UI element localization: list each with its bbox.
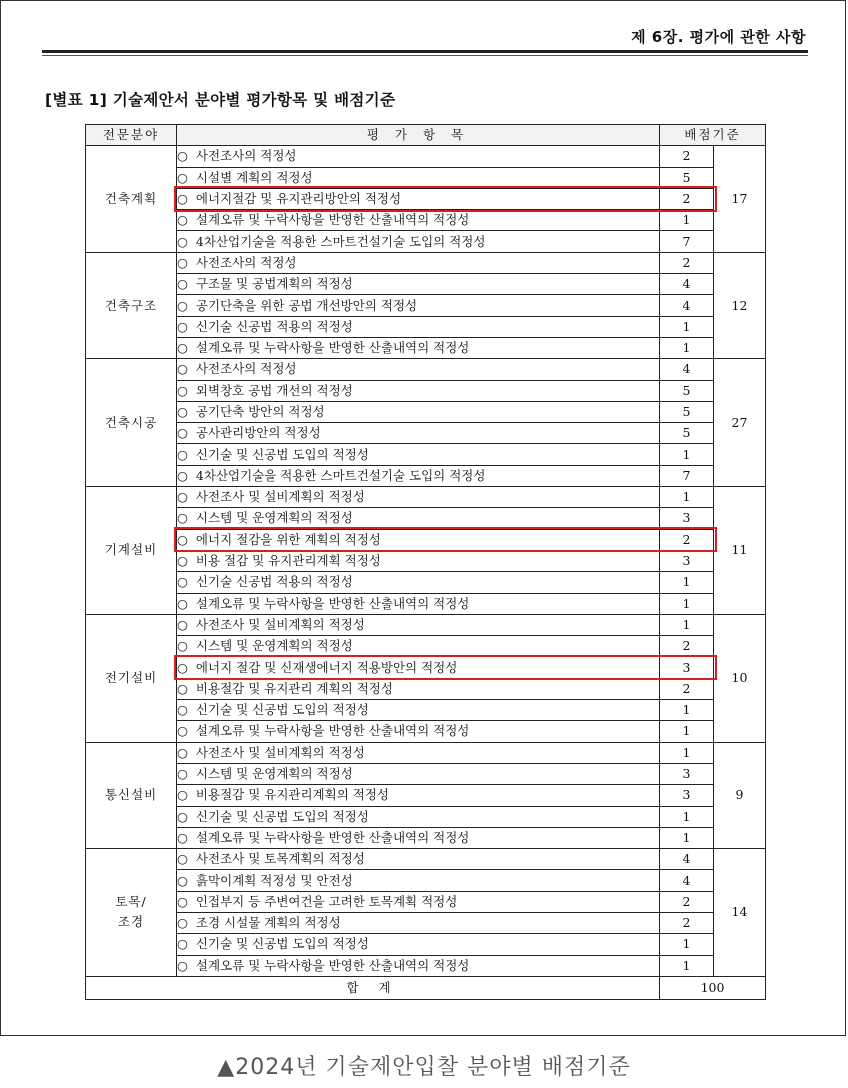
item-cell [177, 337, 660, 358]
item-cell [177, 295, 660, 316]
table-row [86, 742, 766, 763]
bullet-icon: ○ [177, 723, 188, 739]
bullet-icon: ○ [177, 297, 188, 313]
field-total: 11 [714, 487, 766, 615]
item-cell [177, 934, 660, 955]
bullet-icon: ○ [177, 510, 188, 526]
field-total: 12 [714, 252, 766, 358]
bullet-icon: ○ [177, 659, 188, 675]
item-cell [177, 274, 660, 295]
table-row [86, 806, 766, 827]
bullet-icon: ○ [177, 467, 188, 483]
table-row [86, 167, 766, 188]
evaluation-table [85, 124, 766, 1000]
item-score: 1 [660, 593, 714, 614]
item-text: 신기술 신공법 적용의 적정성 [195, 574, 353, 590]
item-text: 사전조사의 적정성 [195, 148, 297, 164]
bullet-icon: ○ [177, 957, 188, 973]
bullet-icon: ○ [177, 702, 188, 718]
image-caption: ▲2024년 기술제안입찰 분야별 배점기준 [217, 1055, 631, 1080]
item-cell [177, 827, 660, 848]
item-score: 2 [660, 912, 714, 933]
bullet-icon: ○ [177, 340, 188, 356]
item-score: 2 [660, 891, 714, 912]
item-text: 신기술 및 신공법 도입의 적정성 [195, 808, 369, 824]
item-score: 2 [660, 529, 714, 550]
item-score: 1 [660, 572, 714, 593]
item-score: 4 [660, 274, 714, 295]
item-score: 4 [660, 849, 714, 870]
bullet-icon: ○ [177, 616, 188, 632]
item-score: 1 [660, 444, 714, 465]
table-row [86, 423, 766, 444]
item-score: 3 [660, 763, 714, 784]
item-cell [177, 401, 660, 422]
table-row [86, 870, 766, 891]
table-row [86, 849, 766, 870]
table-row [86, 891, 766, 912]
item-score: 1 [660, 700, 714, 721]
bullet-icon: ○ [177, 276, 188, 292]
item-score: 1 [660, 806, 714, 827]
field-total: 10 [714, 614, 766, 742]
item-score: 5 [660, 380, 714, 401]
item-cell [177, 444, 660, 465]
item-score: 2 [660, 146, 714, 167]
item-score: 1 [660, 742, 714, 763]
table-row [86, 359, 766, 380]
table-row-highlighted [86, 657, 766, 678]
item-text: 조경 시설물 계획의 적정성 [195, 915, 341, 931]
bullet-icon: ○ [177, 915, 188, 931]
bullet-icon: ○ [177, 148, 188, 164]
bullet-icon: ○ [177, 553, 188, 569]
item-score: 3 [660, 508, 714, 529]
table-row-highlighted [86, 529, 766, 550]
bullet-icon: ○ [177, 808, 188, 824]
item-text: 설계오류 및 누락사항을 반영한 산출내역의 적정성 [195, 212, 470, 228]
table-row [86, 912, 766, 933]
item-text: 사전조사의 적정성 [195, 254, 297, 270]
item-text: 설계오류 및 누락사항을 반영한 산출내역의 적정성 [195, 957, 470, 973]
bullet-icon: ○ [177, 936, 188, 952]
item-text: 시스템 및 운영계획의 적정성 [195, 766, 353, 782]
item-score: 1 [660, 614, 714, 635]
item-score: 4 [660, 870, 714, 891]
item-cell [177, 423, 660, 444]
bullet-icon: ○ [177, 361, 188, 377]
field-total: 9 [714, 742, 766, 848]
item-text: 시스템 및 운영계획의 적정성 [195, 638, 353, 654]
item-cell [177, 210, 660, 231]
item-text: 시스템 및 운영계획의 적정성 [195, 510, 353, 526]
item-score: 5 [660, 401, 714, 422]
item-cell [177, 231, 660, 252]
table-row [86, 721, 766, 742]
table-row [86, 337, 766, 358]
bullet-icon: ○ [177, 318, 188, 334]
table-row [86, 955, 766, 976]
item-cell [177, 870, 660, 891]
item-text: 구조물 및 공법계획의 적정성 [195, 276, 353, 292]
bullet-icon: ○ [177, 574, 188, 590]
item-text: 사전조사 및 설비계획의 적정성 [195, 616, 365, 632]
item-score: 2 [660, 678, 714, 699]
item-text: 4차산업기술을 적용한 스마트건설기술 도입의 적정성 [195, 233, 486, 249]
bullet-icon: ○ [177, 404, 188, 419]
item-score: 3 [660, 785, 714, 806]
table-row [86, 785, 766, 806]
item-cell [177, 955, 660, 976]
item-cell [177, 550, 660, 571]
item-score: 3 [660, 657, 714, 678]
item-text: 사전조사의 적정성 [195, 361, 297, 377]
item-cell [177, 785, 660, 806]
sum-row [86, 976, 766, 999]
field-name: 건축계획 [86, 146, 177, 252]
item-text: 흙막이계획 적정성 및 안전성 [195, 872, 353, 888]
item-text: 비용 절감 및 유지관리계획 적정성 [195, 553, 381, 569]
item-score: 1 [660, 487, 714, 508]
item-cell [177, 678, 660, 699]
item-score: 1 [660, 721, 714, 742]
table-row [86, 231, 766, 252]
item-cell [177, 593, 660, 614]
item-text: 에너지 절감을 위한 계획의 적정성 [195, 531, 381, 547]
table-row [86, 465, 766, 486]
table-row [86, 550, 766, 571]
item-score: 4 [660, 359, 714, 380]
item-text: 사전조사 및 설비계획의 적정성 [195, 489, 365, 505]
table-row [86, 700, 766, 721]
item-score: 1 [660, 934, 714, 955]
item-cell [177, 146, 660, 167]
item-score: 5 [660, 167, 714, 188]
item-score: 3 [660, 550, 714, 571]
item-cell [177, 891, 660, 912]
item-cell [177, 380, 660, 401]
item-text: 설계오류 및 누락사항을 반영한 산출내역의 적정성 [195, 340, 470, 356]
item-score: 7 [660, 465, 714, 486]
bullet-icon: ○ [177, 191, 188, 207]
item-cell [177, 721, 660, 742]
table-row [86, 252, 766, 273]
table-row-highlighted [86, 188, 766, 209]
item-text: 신기술 및 신공법 도입의 적정성 [195, 446, 369, 462]
field-total: 17 [714, 146, 766, 252]
document-heading: [별표 1] 기술제안서 분야별 평가항목 및 배점기준 [45, 91, 396, 109]
table-row [86, 678, 766, 699]
table-row [86, 401, 766, 422]
item-text: 시설별 계획의 적정성 [195, 169, 313, 185]
header-rule-thin [42, 55, 808, 56]
item-cell [177, 700, 660, 721]
field-total: 27 [714, 359, 766, 487]
item-cell [177, 529, 660, 550]
bullet-icon: ○ [177, 169, 188, 185]
item-text: 비용절감 및 유지관리계획의 적정성 [195, 787, 389, 803]
item-score: 1 [660, 337, 714, 358]
sum-total: 100 [660, 976, 766, 999]
item-text: 공사관리방안의 적정성 [195, 425, 321, 441]
item-cell [177, 572, 660, 593]
bullet-icon: ○ [177, 531, 188, 547]
bullet-icon: ○ [177, 638, 188, 654]
item-text: 에너지절감 및 유지관리방안의 적정성 [195, 191, 402, 207]
bullet-icon: ○ [177, 425, 188, 441]
item-cell [177, 849, 660, 870]
table-row [86, 295, 766, 316]
item-score: 1 [660, 316, 714, 337]
item-text: 비용절감 및 유지관리 계획의 적정성 [195, 680, 393, 696]
item-cell [177, 614, 660, 635]
field-name: 건축시공 [86, 359, 177, 487]
item-text: 사전조사 및 설비계획의 적정성 [195, 744, 365, 760]
item-text: 신기술 및 신공법 도입의 적정성 [195, 702, 369, 718]
table-row [86, 146, 766, 167]
item-cell [177, 657, 660, 678]
item-score: 2 [660, 188, 714, 209]
bullet-icon: ○ [177, 254, 188, 270]
table-row [86, 274, 766, 295]
item-text: 설계오류 및 누락사항을 반영한 산출내역의 적정성 [195, 595, 470, 611]
bullet-icon: ○ [177, 212, 188, 228]
item-score: 4 [660, 295, 714, 316]
item-cell [177, 912, 660, 933]
item-text: 신기술 신공법 적용의 적정성 [195, 318, 353, 334]
item-score: 2 [660, 252, 714, 273]
bullet-icon: ○ [177, 489, 188, 505]
bullet-icon: ○ [177, 766, 188, 782]
item-text: 외벽창호 공법 개선의 적정성 [195, 382, 353, 398]
item-cell [177, 465, 660, 486]
bullet-icon: ○ [177, 893, 188, 909]
bullet-icon: ○ [177, 872, 188, 888]
bullet-icon: ○ [177, 787, 188, 803]
item-cell [177, 167, 660, 188]
header-items: 평 가 항 목 [177, 125, 660, 146]
item-cell [177, 487, 660, 508]
table-row [86, 593, 766, 614]
field-name: 토목/ 조경 [86, 849, 177, 977]
table-row [86, 380, 766, 401]
table-row [86, 487, 766, 508]
table-row [86, 444, 766, 465]
bullet-icon: ○ [177, 851, 188, 867]
table-row [86, 763, 766, 784]
table-row [86, 614, 766, 635]
item-score: 1 [660, 955, 714, 976]
table-row [86, 636, 766, 657]
bullet-icon: ○ [177, 595, 188, 611]
field-name: 통신설비 [86, 742, 177, 848]
item-text: 공기단축 방안의 적정성 [195, 404, 325, 419]
bullet-icon: ○ [177, 744, 188, 760]
item-cell [177, 763, 660, 784]
field-total: 14 [714, 849, 766, 977]
table-row [86, 210, 766, 231]
header-score: 배점기준 [660, 125, 766, 146]
item-cell [177, 316, 660, 337]
item-text: 공기단축을 위한 공법 개선방안의 적정성 [195, 297, 418, 313]
item-score: 1 [660, 827, 714, 848]
item-score: 7 [660, 231, 714, 252]
item-text: 4차산업기술을 적용한 스마트건설기술 도입의 적정성 [195, 467, 486, 483]
field-name: 전기설비 [86, 614, 177, 742]
bullet-icon: ○ [177, 382, 188, 398]
item-text: 에너지 절감 및 신재생에너지 적용방안의 적정성 [195, 659, 458, 675]
header-rule [42, 50, 808, 53]
item-score: 1 [660, 210, 714, 231]
item-text: 설계오류 및 누락사항을 반영한 산출내역의 적정성 [195, 723, 470, 739]
field-name: 기계설비 [86, 487, 177, 615]
item-cell [177, 806, 660, 827]
sum-label: 합 계 [86, 976, 660, 999]
item-cell [177, 188, 660, 209]
chapter-header: 제 6장. 평가에 관한 사항 [631, 28, 806, 46]
item-text: 설계오류 및 누락사항을 반영한 산출내역의 적정성 [195, 829, 470, 845]
item-score: 5 [660, 423, 714, 444]
table-row [86, 316, 766, 337]
table-row [86, 508, 766, 529]
bullet-icon: ○ [177, 446, 188, 462]
item-cell [177, 636, 660, 657]
bullet-icon: ○ [177, 680, 188, 696]
table-row [86, 827, 766, 848]
item-cell [177, 252, 660, 273]
table-row [86, 572, 766, 593]
item-text: 인접부지 등 주변여건을 고려한 토목계획 적정성 [195, 893, 458, 909]
item-text: 신기술 및 신공법 도입의 적정성 [195, 936, 369, 952]
field-name: 건축구조 [86, 252, 177, 358]
item-score: 2 [660, 636, 714, 657]
item-cell [177, 508, 660, 529]
table-row [86, 934, 766, 955]
item-cell [177, 742, 660, 763]
bullet-icon: ○ [177, 233, 188, 249]
item-text: 사전조사 및 토목계획의 적정성 [195, 851, 365, 867]
bullet-icon: ○ [177, 829, 188, 845]
header-field: 전문분야 [86, 125, 177, 146]
table-header-row [86, 125, 766, 146]
item-cell [177, 359, 660, 380]
